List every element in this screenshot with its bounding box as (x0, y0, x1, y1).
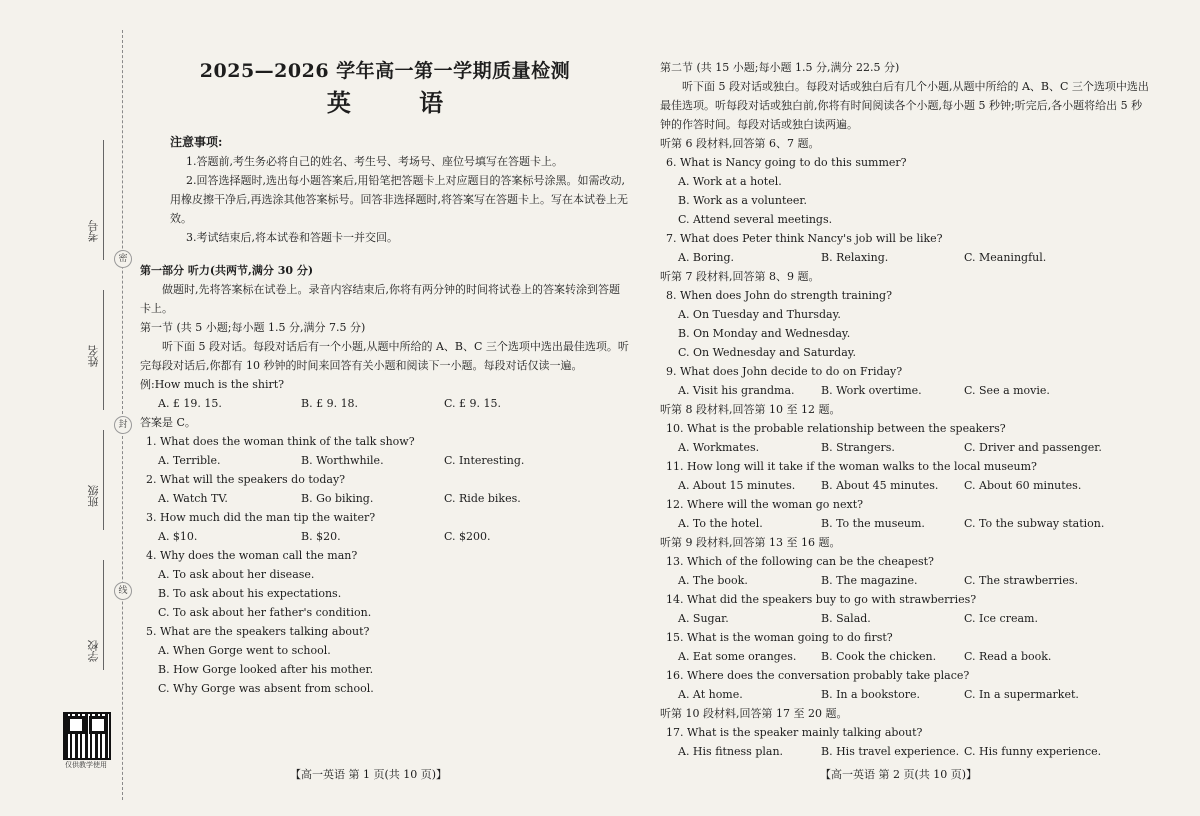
example-options (140, 394, 630, 413)
option[interactable]: A. Work at a hotel. (678, 175, 782, 188)
question-stem: 14. What did the speakers buy to go with strawberries? (666, 593, 977, 606)
option[interactable]: C. On Wednesday and Saturday. (678, 346, 857, 359)
option[interactable]: C. Interesting. (444, 454, 525, 467)
question-stem: 12. Where will the woman go next? (666, 498, 864, 511)
option[interactable]: A. Boring. (678, 251, 735, 264)
option[interactable]: C. About 60 minutes. (964, 479, 1082, 492)
question-stem: 16. Where does the conversation probably take place? (666, 669, 970, 682)
option[interactable]: A. Watch TV. (158, 492, 228, 505)
margin-label-school: 学校 (87, 640, 100, 662)
blank-line (103, 430, 104, 530)
option[interactable]: B. The magazine. (821, 574, 918, 587)
question-stem: 7. What does Peter think Nancy's job will be like? (666, 232, 943, 245)
part-1-heading: 第一部分 听力(共两节,满分 30 分) (140, 264, 314, 277)
option-row (660, 514, 1150, 533)
option[interactable]: A. When Gorge went to school. (158, 644, 331, 657)
option-row (660, 476, 1150, 495)
option-row (660, 571, 1150, 590)
part-1-intro: 做题时,先将答案标在试卷上。录音内容结束后,你将有两分钟的时间将试卷上的答案转涂到答题卡上。 (140, 283, 620, 315)
option[interactable]: B. $20. (301, 530, 341, 543)
question-stem: 4. Why does the woman call the man? (146, 549, 358, 562)
option-row (660, 248, 1150, 267)
option-row (660, 381, 1150, 400)
exam-title: 2025—2026 学年高一第一学期质量检测 (199, 60, 571, 82)
margin-label-exam-number: 考号 (87, 220, 100, 242)
question-list-left (140, 432, 630, 698)
option[interactable]: A. About 15 minutes. (678, 479, 796, 492)
question-stem: 2. What will the speakers do today? (146, 473, 346, 486)
page-footer-right: 【高一英语 第 2 页(共 10 页)】 (820, 768, 978, 781)
option[interactable]: B. In a bookstore. (821, 688, 920, 701)
option[interactable]: C. To ask about her father's condition. (158, 606, 372, 619)
margin-label-name: 姓名 (87, 345, 100, 367)
notice-item: 1.答题前,考生务必将自己的姓名、考生号、考场号、座位号填写在答题卡上。 (186, 155, 563, 168)
qr-code-icon[interactable] (63, 712, 111, 760)
option-row (140, 527, 630, 546)
option-row (140, 451, 630, 470)
option[interactable]: C. Driver and passenger. (964, 441, 1102, 454)
blank-line (103, 290, 104, 410)
question-stem: 6. What is Nancy going to do this summer? (666, 156, 907, 169)
option-row (660, 647, 1150, 666)
question-stem: 9. What does John decide to do on Friday? (666, 365, 903, 378)
option[interactable]: C. To the subway station. (964, 517, 1105, 530)
question-list-right (660, 134, 1150, 761)
qr-caption: 仅供教学使用 (65, 761, 107, 769)
notice-block (140, 132, 630, 247)
option[interactable]: B. On Monday and Wednesday. (678, 327, 851, 340)
seal-mark-feng: 封 (114, 416, 132, 434)
section-1-intro: 听下面 5 段对话。每段对话后有一个小题,从题中所给的 A、B、C 三个选项中选出最佳选项。听完每段对话后,你都有 10 秒钟的时间来回答有关小题和阅读下一小题。每段对话仅读一遍。 (140, 340, 629, 372)
notice-item: 3.考试结束后,将本试卷和答题卡一并交回。 (186, 231, 398, 244)
seal-mark-xian: 线 (114, 582, 132, 600)
option[interactable]: A. On Tuesday and Thursday. (678, 308, 841, 321)
question-stem: 17. What is the speaker mainly talking about? (666, 726, 923, 739)
subject-title: 英 语 (326, 88, 474, 117)
option[interactable]: A. Sugar. (678, 612, 729, 625)
seal-mark-mi: 密 (114, 250, 132, 268)
option[interactable]: C. His funny experience. (964, 745, 1102, 758)
option: A. £ 19. 15. (158, 397, 222, 410)
option[interactable]: A. $10. (158, 530, 198, 543)
option[interactable]: A. Terrible. (158, 454, 221, 467)
option-row (660, 685, 1150, 704)
option[interactable]: B. To ask about his expectations. (158, 587, 342, 600)
option: C. £ 9. 15. (444, 397, 501, 410)
option[interactable]: B. Work overtime. (821, 384, 922, 397)
example-question: 例:How much is the shirt? (140, 378, 285, 391)
option[interactable]: C. Why Gorge was absent from school. (158, 682, 374, 695)
notice-heading: 注意事项: (170, 135, 223, 149)
option[interactable]: B. Relaxing. (821, 251, 889, 264)
option-row (140, 489, 630, 508)
question-stem: 11. How long will it take if the woman walks to the local museum? (666, 460, 1037, 473)
option[interactable]: C. Meaningful. (964, 251, 1047, 264)
option[interactable]: C. The strawberries. (964, 574, 1078, 587)
blank-line (103, 140, 104, 260)
option[interactable]: C. In a supermarket. (964, 688, 1079, 701)
option[interactable]: B. Cook the chicken. (821, 650, 937, 663)
option[interactable]: C. See a movie. (964, 384, 1050, 397)
option[interactable]: A. To the hotel. (678, 517, 763, 530)
option[interactable]: A. Visit his grandma. (678, 384, 795, 397)
material-instruction: 听第 8 段材料,回答第 10 至 12 题。 (660, 403, 841, 416)
material-instruction: 听第 10 段材料,回答第 17 至 20 题。 (660, 707, 848, 720)
notice-item: 2.回答选择题时,选出每小题答案后,用铅笔把答题卡上对应题目的答案标号涂黑。如需改动,用橡皮擦干净后,再选涂其他答案标号。回答非选择题时,将答案写在答题卡上。写在本试卷上无效。 (170, 174, 628, 225)
option-row (660, 438, 1150, 457)
question-stem: 3. How much did the man tip the waiter? (146, 511, 376, 524)
option[interactable]: B. Strangers. (821, 441, 895, 454)
option[interactable]: A. Workmates. (678, 441, 760, 454)
option-row (660, 742, 1150, 761)
section-1-heading: 第一节 (共 5 小题;每小题 1.5 分,满分 7.5 分) (140, 321, 366, 334)
option[interactable]: B. Work as a volunteer. (678, 194, 807, 207)
option[interactable]: B. Worthwhile. (301, 454, 384, 467)
question-stem: 8. When does John do strength training? (666, 289, 892, 302)
option[interactable]: B. How Gorge looked after his mother. (158, 663, 374, 676)
option[interactable]: C. Ice cream. (964, 612, 1038, 625)
binding-margin (0, 0, 130, 816)
option[interactable]: B. Salad. (821, 612, 871, 625)
option[interactable]: B. To the museum. (821, 517, 925, 530)
question-stem: 13. Which of the following can be the cheapest? (666, 555, 934, 568)
blank-line (103, 560, 104, 670)
option[interactable]: A. Eat some oranges. (678, 650, 797, 663)
fold-line (122, 30, 123, 800)
option[interactable]: A. At home. (678, 688, 743, 701)
option: B. £ 9. 18. (301, 397, 359, 410)
page-2-column (660, 58, 1150, 761)
question-stem: 1. What does the woman think of the talk show? (146, 435, 415, 448)
page-footer-left: 【高一英语 第 1 页(共 10 页)】 (290, 768, 448, 781)
option[interactable]: A. The book. (678, 574, 748, 587)
option[interactable]: A. To ask about her disease. (158, 568, 315, 581)
material-instruction: 听第 7 段材料,回答第 8、9 题。 (660, 270, 820, 283)
question-stem: 5. What are the speakers talking about? (146, 625, 370, 638)
option[interactable]: B. About 45 minutes. (821, 479, 939, 492)
question-stem: 10. What is the probable relationship between the speakers? (666, 422, 1006, 435)
option[interactable]: C. Ride bikes. (444, 492, 521, 505)
option-row (660, 609, 1150, 628)
page-1-column (140, 58, 630, 698)
section-2-heading: 第二节 (共 15 小题;每小题 1.5 分,满分 22.5 分) (660, 61, 900, 74)
example-answer: 答案是 C。 (140, 416, 196, 429)
section-2-intro: 听下面 5 段对话或独白。每段对话或独白后有几个小题,从题中所给的 A、B、C 三个选项中选出最佳选项。听每段对话或独白前,你将有时间阅读各个小题,每小题 5 秒钟;听完后,各小题将给出 5 秒钟的作答时间。每段对话或独白读两遍。 (660, 80, 1149, 131)
option[interactable]: C. Attend several meetings. (678, 213, 833, 226)
material-instruction: 听第 6 段材料,回答第 6、7 题。 (660, 137, 820, 150)
material-instruction: 听第 9 段材料,回答第 13 至 16 题。 (660, 536, 841, 549)
option[interactable]: C. $200. (444, 530, 491, 543)
option[interactable]: B. Go biking. (301, 492, 374, 505)
question-stem: 15. What is the woman going to do first? (666, 631, 893, 644)
option[interactable]: B. His travel experience. (821, 745, 960, 758)
option[interactable]: A. His fitness plan. (678, 745, 784, 758)
margin-label-class: 班级 (87, 485, 100, 507)
option[interactable]: C. Read a book. (964, 650, 1052, 663)
